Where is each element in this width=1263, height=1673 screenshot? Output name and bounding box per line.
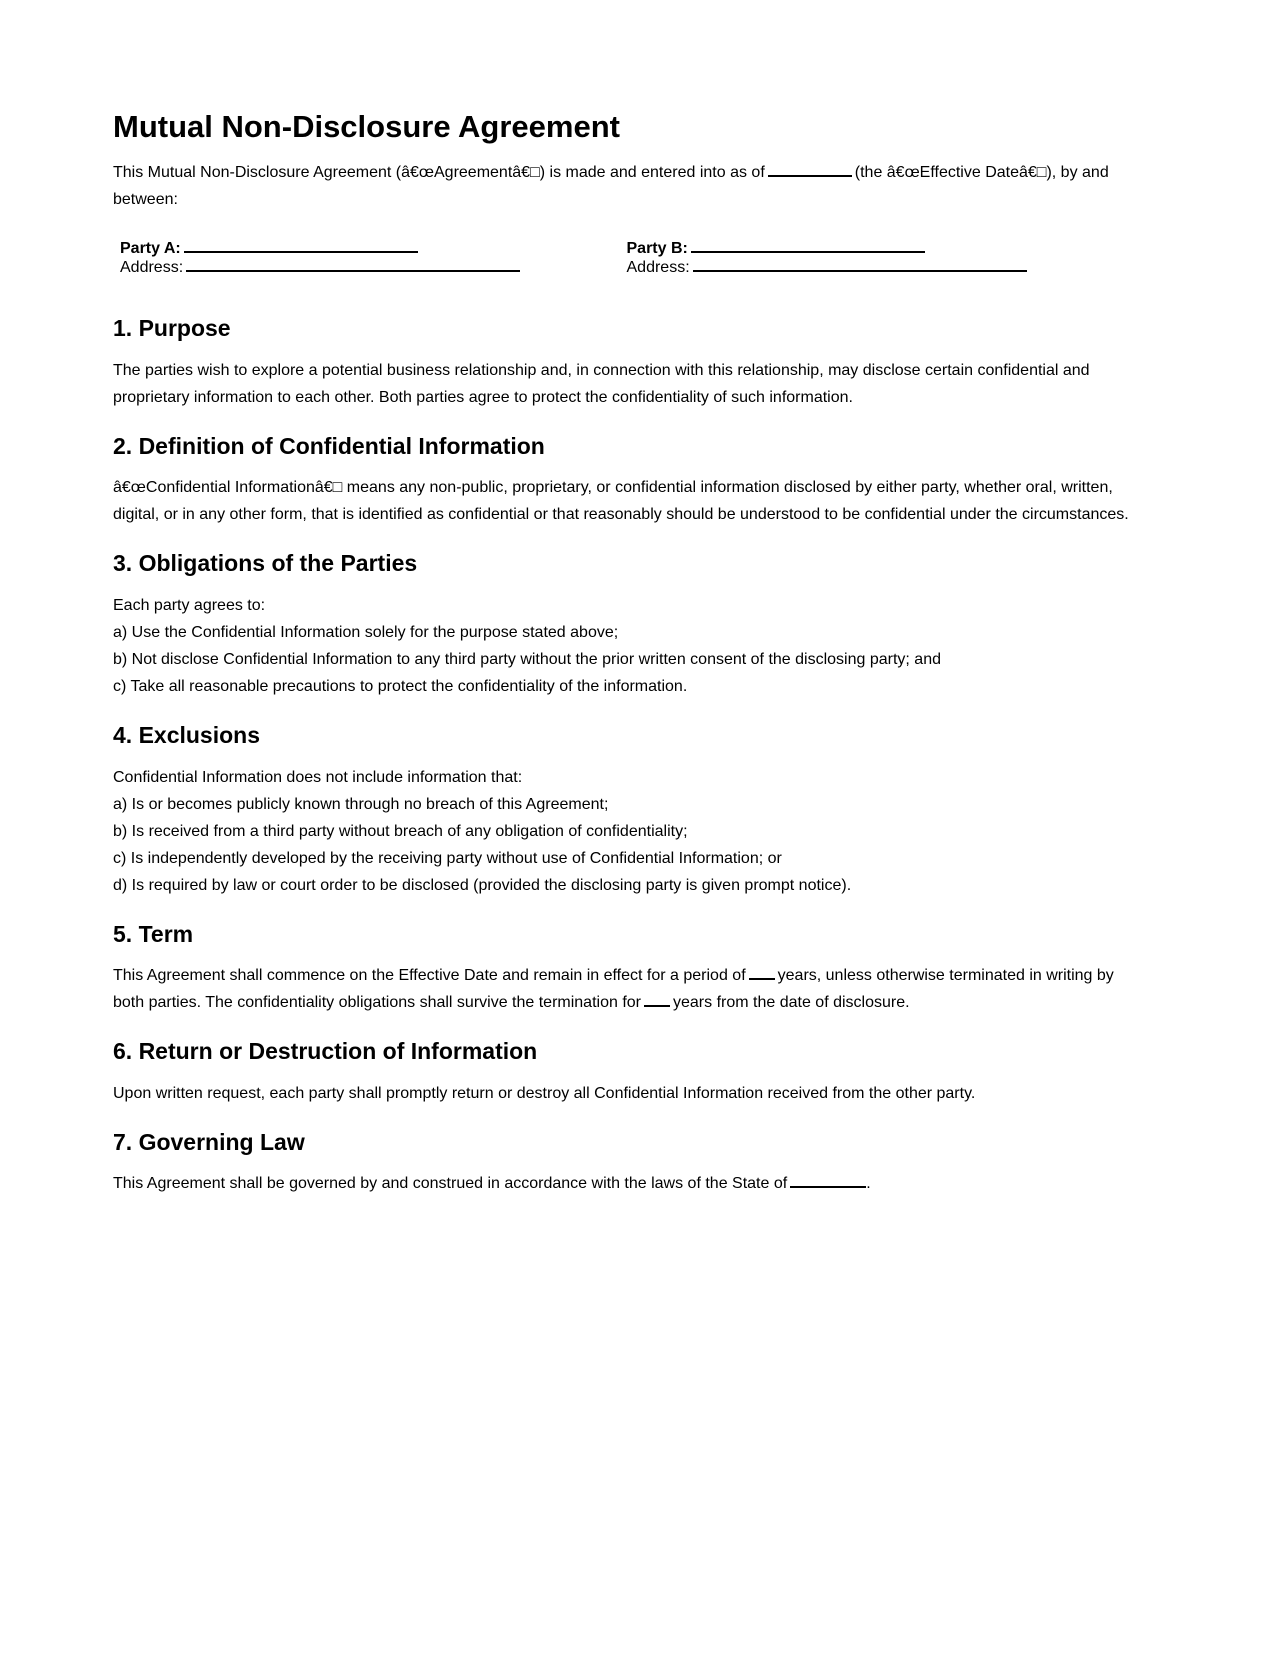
section-heading: 3. Obligations of the Parties [113,550,418,577]
survival-years-blank[interactable] [644,1004,670,1007]
section-definition [113,433,1133,529]
section-text [113,1170,1133,1197]
section-purpose [113,315,1133,411]
section-heading: 6. Return or Destruction of Information [113,1038,538,1065]
section-exclusions [113,722,1133,899]
party-a-name-blank[interactable] [184,250,418,253]
parties-block [113,239,1133,277]
list-item: a) Is or becomes publicly known through no breach of this Agreement; [113,795,609,813]
section-lines [113,592,1133,700]
party-b-address-label: Address: [626,259,690,277]
section-obligations [113,550,1133,700]
section-heading: 1. Purpose [113,315,231,342]
section-heading: 7. Governing Law [113,1128,305,1155]
party-b-address-blank[interactable] [693,269,1027,272]
term-years-blank[interactable] [749,977,775,980]
section-text: â€œConfidential Informationâ€□ means any non-public, proprietary, or confidential information disclosed by either party, whether oral, written, digital, or in any other form, that is identified as confidential or that reasonably should be understood to be confidential under the circumstances. [113,479,1129,524]
list-item: d) Is required by law or court order to be disclosed (provided the disclosing party is given prompt notice). [113,876,852,894]
party-b [627,239,1134,277]
list-item: b) Not disclose Confidential Information to any third party without the prior written consent of the disclosing party; and [113,650,941,668]
section-return [113,1038,1133,1107]
party-a-label: Party A: [120,240,181,258]
list-item: c) Take all reasonable precautions to protect the confidentiality of the information. [113,677,688,695]
section-heading: 5. Term [113,920,194,947]
term-text-1: This Agreement shall commence on the Effective Date and remain in effect for a period of [113,967,746,985]
intro-paragraph [113,159,1133,213]
list-item: Confidential Information does not include information that: [113,768,523,786]
section-heading: 4. Exclusions [113,721,261,748]
intro-text-1: This Mutual Non-Disclosure Agreement (â€œAgreementâ€□) is made and entered into as of [113,164,765,182]
list-item: b) Is received from a third party without breach of any obligation of confidentiality; [113,822,688,840]
party-a-address-blank[interactable] [186,269,520,272]
section-text: The parties wish to explore a potential business relationship and, in connection with this relationship, may disclose certain confidential and proprietary information to each other. Both parties agree to protect the confidentiality of such information. [113,361,1090,406]
law-text-2: . [866,1175,871,1193]
state-blank[interactable] [790,1185,866,1188]
section-lines [113,764,1133,899]
list-item: a) Use the Confidential Information solely for the purpose stated above; [113,623,619,641]
section-governing-law [113,1129,1133,1198]
section-text [113,962,1133,1016]
party-b-label: Party B: [626,240,688,258]
effective-date-blank[interactable] [768,174,852,177]
party-a [120,239,627,277]
law-text-1: This Agreement shall be governed by and construed in accordance with the laws of the State of [113,1175,788,1193]
term-text-3: years from the date of disclosure. [673,994,910,1012]
party-b-name-blank[interactable] [691,250,925,253]
list-item: Each party agrees to: [113,596,266,614]
section-text: Upon written request, each party shall promptly return or destroy all Confidential Information received from the other party. [113,1084,976,1102]
section-heading: 2. Definition of Confidential Information [113,432,545,459]
section-term [113,921,1133,1017]
intro-text-2: (the â€œEffective Dateâ€□), by and between: [113,164,1109,209]
term-text-2: years, unless otherwise terminated in writing by both parties. The confidentiality obligations shall survive the termination for [113,967,1114,1012]
party-a-address-label: Address: [120,259,184,277]
document-title: Mutual Non-Disclosure Agreement [113,109,620,144]
list-item: c) Is independently developed by the receiving party without use of Confidential Information; or [113,849,782,867]
